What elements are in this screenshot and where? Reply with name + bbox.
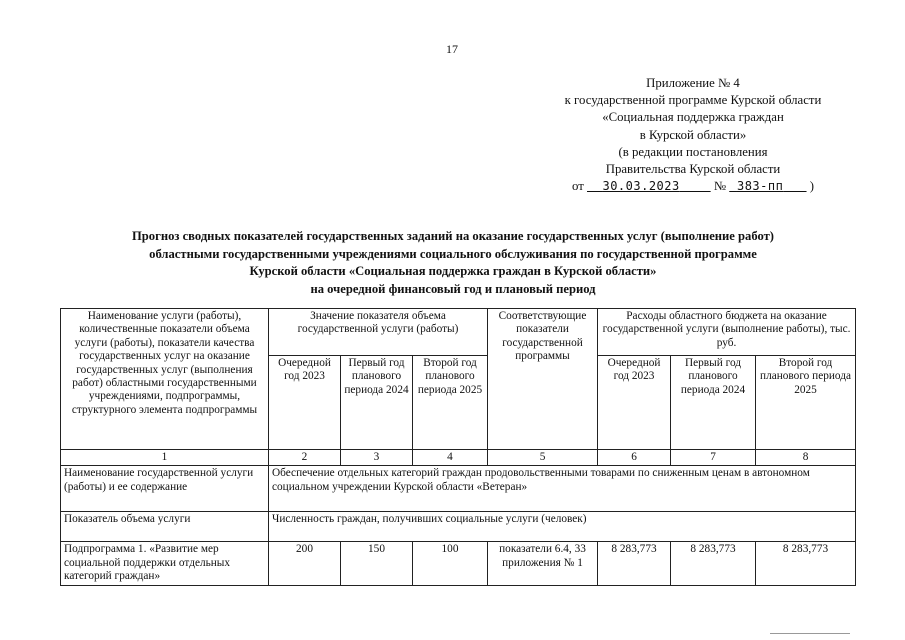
- header-expenses-2024: Первый год планового периода 2024: [671, 356, 756, 450]
- subprogram-label: Подпрограмма 1. «Развитие мер социальной поддержки отдельных категорий граждан»: [61, 542, 269, 586]
- appendix-header: [523, 75, 863, 195]
- subprogram-expenses-2025: 8 283,773: [756, 542, 856, 586]
- table-row-service: [61, 466, 856, 512]
- col-number: 7: [671, 450, 756, 466]
- header-volume-2023: Очередной год 2023: [269, 356, 341, 450]
- subprogram-volume-2023: 200: [269, 542, 341, 586]
- service-label: Наименование государственной услуги (работы) и ее содержание: [61, 466, 269, 512]
- indicator-label: Показатель объема услуги: [61, 512, 269, 542]
- title-line-2: областными государственными учреждениями социального обслуживания по государственной программе: [149, 246, 757, 261]
- col-number: 3: [341, 450, 413, 466]
- col-number: 4: [413, 450, 488, 466]
- title-line-1: Прогноз сводных показателей государственных заданий на оказание государственных услуг (выполнение работ): [132, 229, 774, 243]
- appendix-line-1: Приложение № 4: [646, 76, 740, 90]
- table-row-indicator: [61, 512, 856, 542]
- header-expenses-2023: Очередной год 2023: [598, 356, 671, 450]
- col-number: 1: [61, 450, 269, 466]
- date-prefix: от: [571, 179, 584, 194]
- number-prefix: №: [713, 179, 727, 194]
- title-line-3: Курской области «Социальная поддержка граждан в Курской области»: [249, 264, 657, 279]
- table-row-subprogram: [61, 542, 856, 586]
- closing-paren: ): [809, 179, 814, 194]
- header-volume-2024: Первый год планового периода 2024: [341, 356, 413, 450]
- document-title: [60, 228, 846, 298]
- forecast-table: [60, 308, 856, 586]
- header-corresponding: Соответствующие показатели государственной программы: [488, 309, 598, 450]
- decree-number: 383-пп: [736, 179, 784, 194]
- subprogram-volume-2025: 100: [413, 542, 488, 586]
- appendix-line-4: в Курской области»: [639, 127, 747, 142]
- subprogram-corresponding: показатели 6.4, 33 приложения № 1: [488, 542, 598, 586]
- table-header-row-1: [61, 309, 856, 356]
- page-number: 17: [446, 42, 458, 56]
- title-line-4: на очередной финансовый год и плановый период: [310, 281, 596, 296]
- appendix-line-5: (в редакции постановления: [618, 144, 768, 159]
- col-number: 8: [756, 450, 856, 466]
- appendix-line-6: Правительства Курской области: [605, 162, 781, 177]
- subprogram-volume-2024: 150: [341, 542, 413, 586]
- header-volume: Значение показателя объема государственной услуги (работы): [269, 309, 488, 356]
- subprogram-expenses-2024: 8 283,773: [671, 542, 756, 586]
- header-volume-2025: Второй год планового периода 2025: [413, 356, 488, 450]
- decree-date: 30.03.2023: [602, 179, 680, 194]
- subprogram-expenses-2023: 8 283,773: [598, 542, 671, 586]
- table-column-numbers: [61, 450, 856, 466]
- header-service-name: Наименование услуги (работы), количественные показатели объема услуги (работы), показатели качества государственных услуг на оказание государственных услуг (выполнения работ) областными государственными учреждениями, подпрограммы, структурного элемента подпрограммы: [61, 309, 269, 450]
- scan-artifact-line: [770, 633, 850, 634]
- indicator-value: Численность граждан, получивших социальные услуги (человек): [269, 512, 856, 542]
- header-expenses-2025: Второй год планового периода 2025: [756, 356, 856, 450]
- col-number: 6: [598, 450, 671, 466]
- col-number: 5: [488, 450, 598, 466]
- col-number: 2: [269, 450, 341, 466]
- appendix-line-3: «Социальная поддержка граждан: [602, 110, 784, 125]
- service-value: Обеспечение отдельных категорий граждан продовольственными товарами по сниженным ценам в автономном социальном учреждении Курской области «Ветеран»: [269, 466, 856, 512]
- header-expenses: Расходы областного бюджета на оказание государственной услуги (выполнение работы), тыс. руб.: [598, 309, 856, 356]
- appendix-date-line: [523, 178, 863, 195]
- appendix-line-2: к государственной программе Курской области: [564, 93, 822, 108]
